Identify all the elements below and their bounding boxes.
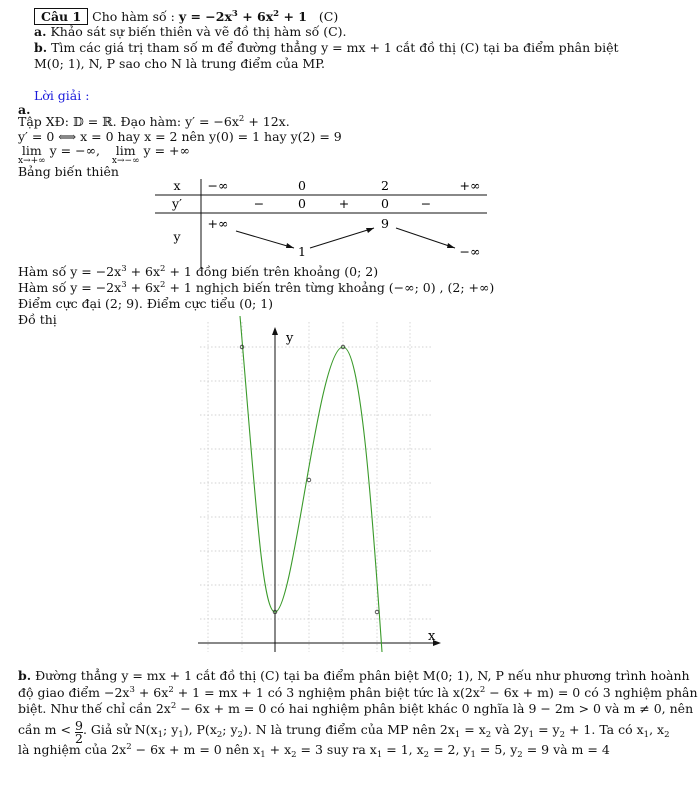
x-val: 0 xyxy=(298,178,306,193)
critical-points: y′ = 0 ⟺ x = 0 hay x = 2 nên y(0) = 1 hay y(2) = 9 xyxy=(18,129,342,144)
arrow-down xyxy=(396,228,455,248)
y-val: 1 xyxy=(298,244,306,259)
yp-sign: 0 xyxy=(381,196,389,211)
solution-title: Lời giải : xyxy=(34,88,90,103)
part-b-line5: là nghiệm của $2x^2 - 6x + m = 0$ nên $x_1 + x_2 = 3$ suy ra $x_1 = 1$, $x_2 = 2$, $y_1 = 5$, $y_2 = 9$ và m = 4 xyxy=(18,742,610,760)
yp-sign: − xyxy=(253,196,265,211)
function-graph xyxy=(0,322,640,652)
part-b-line2: độ giao điểm $-2x^3 + 6x^2 + 1$ = mx + 1 có 3 nghiệm phân biệt tức là $x(2x^2 - 6x + m) = 0$ có 3 nghiệm phân xyxy=(18,685,698,700)
part-b-line3: biệt. Như thế chỉ cần $2x^2 - 6x + m = 0$ có hai nghiệm phân biệt khác 0 nghĩa là 9 − 2m > 0 và m ≠ 0, nên xyxy=(18,701,694,716)
limits: lim x→+∞ y = −∞, lim x→−∞ y = +∞ xyxy=(18,143,190,166)
grid xyxy=(200,322,432,652)
x-label: x xyxy=(173,178,181,193)
extrema-statement: Điểm cực đại (2; 9). Điểm cực tiểu (0; 1) xyxy=(18,296,274,311)
problem-label: Câu 1 xyxy=(34,8,88,25)
question-b-cont: M(0; 1), N, P sao cho N là trung điểm của MP. xyxy=(34,56,326,71)
part-b-line4: cần m < $\frac{9}{2}$ . Giả sử $N(x_1$; $y_1$), $P(x_2$; $y_2$). N là trung điểm của MP nên $2x_1 = x_2$ và $2y_1 = y_2 + 1$. Ta có $x_1$, $x_2$ xyxy=(18,718,670,746)
yp-sign: 0 xyxy=(298,196,306,211)
solution-a-label: a. xyxy=(18,102,31,117)
y-val: +∞ xyxy=(207,216,229,231)
variation-table xyxy=(0,176,640,276)
question-a: a. Khảo sát sự biến thiên và vẽ đồ thị hàm số (C). xyxy=(34,24,347,39)
graph-title: Đồ thị xyxy=(18,312,57,327)
yp-sign: − xyxy=(420,196,432,211)
yp-label: y′ xyxy=(172,196,182,211)
cubic-curve xyxy=(240,316,382,652)
table-title: Bảng biến thiên xyxy=(18,164,119,179)
y-axis-label: y xyxy=(286,331,294,346)
question-b: b. Tìm các giá trị tham số m để đường thẳng y = mx + 1 cắt đồ thị (C) tại ba điểm phân biệt xyxy=(34,40,619,55)
problem-header: Câu 1 Cho hàm số : $y = -2x^3 + 6x^2 + 1$ (C) xyxy=(34,8,338,25)
yp-sign: + xyxy=(338,196,350,211)
increasing-statement: Hàm số $y = -2x^3 + 6x^2 + 1$ đồng biến trên khoảng (0; 2) xyxy=(18,264,379,279)
y-val: 9 xyxy=(381,216,389,231)
x-val: 2 xyxy=(381,178,389,193)
x-val: +∞ xyxy=(459,178,481,193)
y-label: y xyxy=(173,229,181,244)
x-val: −∞ xyxy=(207,178,229,193)
y-val: −∞ xyxy=(459,244,481,259)
arrow-down xyxy=(236,231,294,248)
domain-derivative: Tập XĐ: 𝔻 = ℝ. Đạo hàm: $y' = -6x^2 + 12x$. xyxy=(18,114,290,129)
decreasing-statement: Hàm số $y = -2x^3 + 6x^2 + 1$ nghịch biến trên từng khoảng (−∞; 0) , (2; +∞) xyxy=(18,280,495,295)
x-axis-label: x xyxy=(428,629,436,644)
arrow-up xyxy=(310,228,374,248)
part-b-line1: b. Đường thẳng y = mx + 1 cắt đồ thị (C) tại ba điểm phân biệt M(0; 1), N, P nếu như phương trình hoành xyxy=(18,668,690,683)
